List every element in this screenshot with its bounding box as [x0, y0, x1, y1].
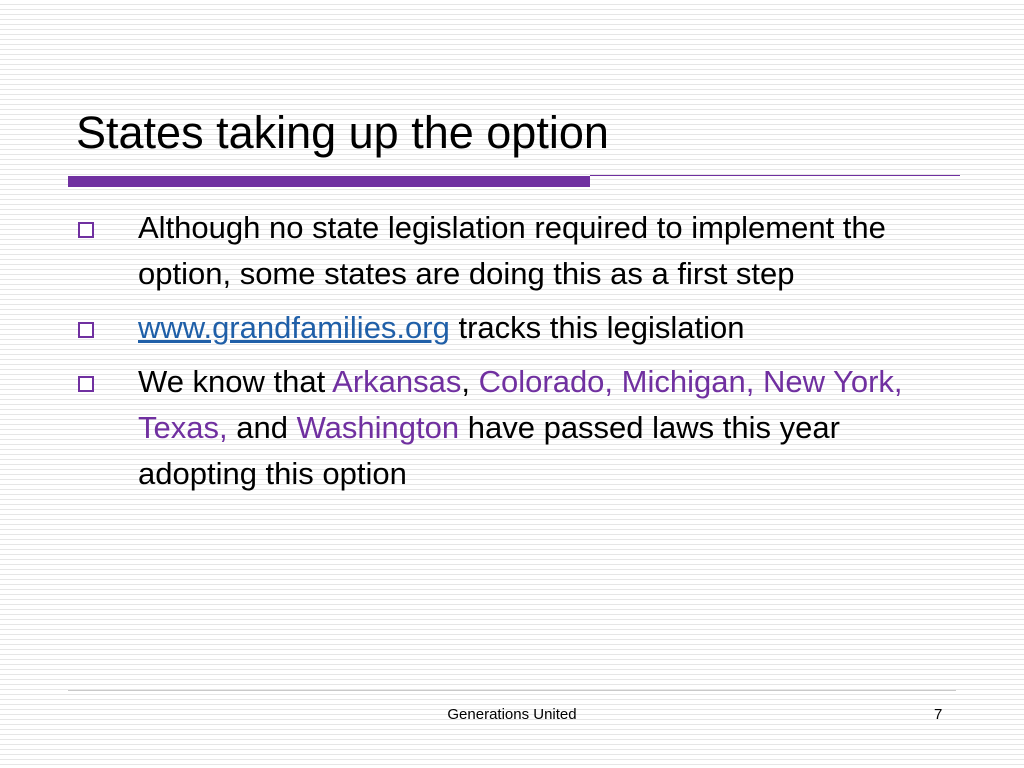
bullet-text: tracks this legislation — [449, 310, 745, 345]
title-underline-thick — [68, 176, 590, 187]
bullet-list — [76, 205, 956, 505]
square-bullet-icon — [78, 322, 94, 338]
bullet-text-and: and — [227, 410, 297, 445]
bullet-item-tracking — [76, 305, 956, 351]
square-bullet-icon — [78, 376, 94, 392]
bullet-item-states — [76, 359, 956, 497]
state-name-washington: Washington — [296, 410, 460, 445]
title-underline-thin — [590, 175, 960, 176]
slide-title: States taking up the option — [76, 107, 609, 158]
grandfamilies-link[interactable]: www.grandfamilies.org — [138, 310, 450, 345]
state-name-arkansas: Arkansas — [332, 364, 462, 399]
state-names-list: Colorado, Michigan, New York, Texas, — [138, 364, 903, 445]
bullet-text-lead: We know that — [138, 364, 333, 399]
bullet-text: Although no state legislation required to implement the option, some states are doing this as a first step — [138, 210, 886, 291]
footer-organization: Generations United — [447, 706, 577, 723]
bullet-text-tail: have passed laws this year adopting this option — [138, 410, 840, 491]
bullet-item-legislation — [76, 205, 956, 297]
page-number: 7 — [934, 706, 943, 723]
square-bullet-icon — [78, 222, 94, 238]
bullet-text-comma: , — [461, 364, 479, 399]
footer-divider — [68, 690, 956, 691]
